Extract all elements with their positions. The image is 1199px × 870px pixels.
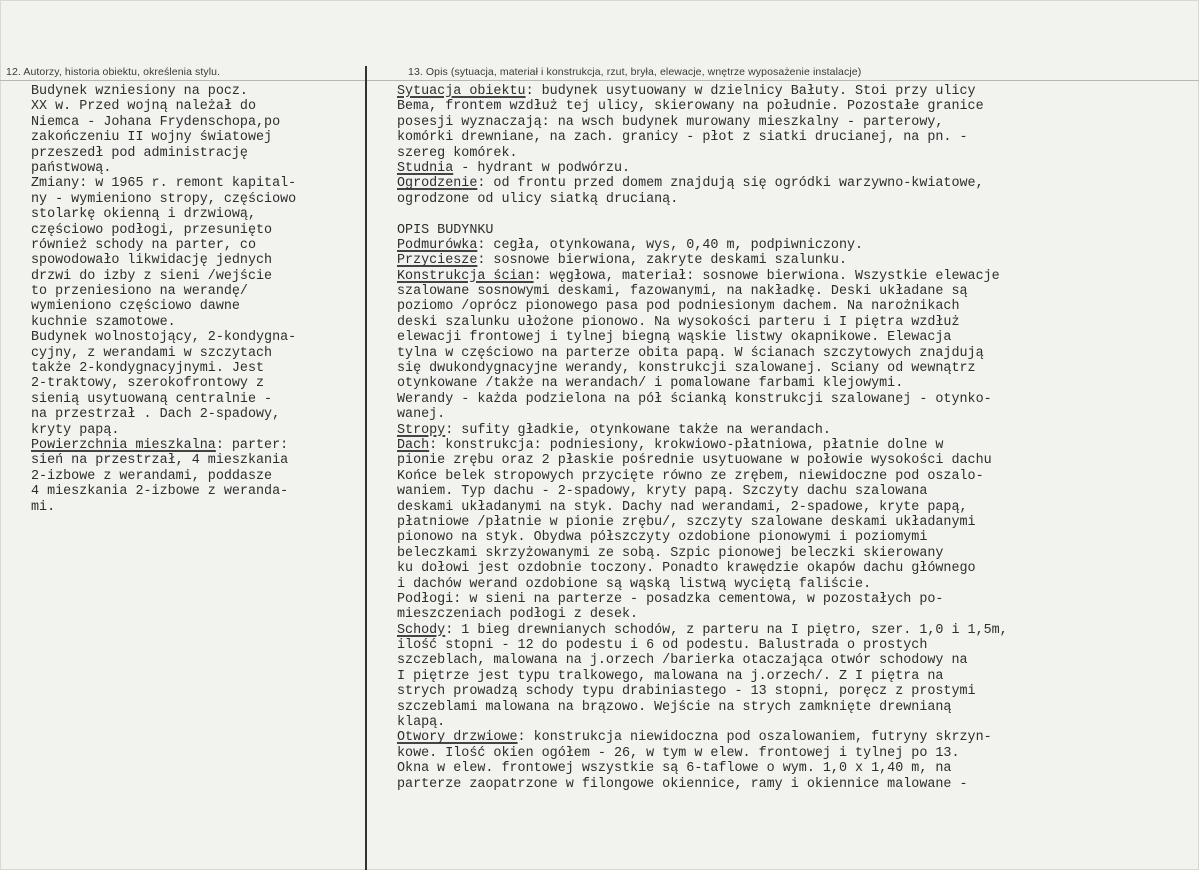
underlined-heading: Studnia — [397, 160, 454, 176]
text-line — [397, 515, 1187, 530]
text-segment: również schody na parter, co — [31, 237, 256, 253]
text-line — [397, 438, 1187, 453]
right-column-text — [397, 84, 1187, 792]
text-segment: : budynek usytuowany w dzielnicy Bałuty. Stoi przy ulicy — [525, 84, 976, 99]
text-line — [397, 715, 1187, 730]
text-segment: Zmiany: w 1965 r. remont kapital- — [31, 176, 297, 192]
text-segment: : konstrukcja niewidoczna pod oszalowaniem, futryny skrzyn- — [517, 730, 992, 746]
underlined-heading: Stropy — [397, 422, 446, 438]
text-line — [397, 315, 1187, 330]
text-line — [397, 284, 1187, 299]
text-line — [31, 130, 363, 145]
text-segment: 2-izbowe z werandami, poddasze — [31, 468, 273, 484]
text-line — [397, 669, 1187, 684]
text-line — [31, 238, 363, 253]
column-divider — [365, 66, 367, 870]
text-segment: XX w. Przed wojną należał do — [31, 99, 256, 115]
text-line — [397, 592, 1187, 607]
text-line — [397, 777, 1187, 792]
text-segment: : od frontu przed domem znajdują się ogródki warzywno-kwiatowe, — [477, 176, 984, 192]
text-line — [397, 392, 1187, 407]
text-line — [397, 223, 1187, 238]
text-line — [397, 561, 1187, 576]
text-line — [397, 361, 1187, 376]
text-segment: parterze zaopatrzone w filongowe okiennice, ramy i okiennice malowane - — [397, 776, 968, 792]
text-segment: wanej. — [397, 407, 446, 423]
text-line — [31, 299, 363, 314]
text-segment: deskami układanymi na styk. Dachy nad werandami, 2-spadowe, kryte papą, — [397, 499, 968, 515]
section-13-header: 13. Opis (sytuacja, materiał i konstrukcja, rzut, bryła, elewacje, wnętrze wyposażenie instalacje) — [408, 66, 862, 78]
text-line — [31, 115, 363, 130]
text-segment: tylna w częściowo na parterze obita papą. W ścianach szczytowych znajdują — [397, 345, 984, 361]
text-line — [397, 253, 1187, 268]
text-line — [397, 546, 1187, 561]
text-line — [31, 469, 363, 484]
text-line — [31, 176, 363, 191]
underlined-heading: Schody — [397, 622, 446, 638]
header-rule — [0, 80, 1199, 81]
text-line — [397, 192, 1187, 207]
text-line — [397, 530, 1187, 545]
text-line — [31, 423, 363, 438]
text-segment: komórki drewniane, na zach. granicy - płot z siatki drucianej, na pn. - — [397, 130, 968, 146]
text-line — [397, 469, 1187, 484]
text-segment: kowe. Ilość okien ogółem - 26, w tym w elew. frontowej i tylnej po 13. — [397, 745, 960, 761]
text-segment: pionowo na styk. Obydwa półszczyty ozdobione pionowymi i poziomymi — [397, 530, 928, 546]
text-segment: : sufity gładkie, otynkowane także na werandach. — [445, 422, 831, 438]
text-line — [397, 484, 1187, 499]
underlined-heading: Powierzchnia mieszkalna — [31, 437, 216, 453]
text-line — [31, 376, 363, 391]
text-segment: mieszczeniach podłogi z desek. — [397, 607, 639, 623]
text-line — [397, 746, 1187, 761]
text-line — [397, 700, 1187, 715]
text-line — [397, 238, 1187, 253]
underlined-heading: Przyciesze — [397, 253, 478, 269]
text-segment: ny - wymieniono stropy, częściowo — [31, 191, 297, 207]
text-segment: szalowane sosnowymi deskami, fazowanymi, na nakładkę. Deski układane są — [397, 284, 968, 300]
text-segment: deski szalunku ułożone pionowo. Na wysokości parteru i I piętra wzdłuż — [397, 314, 960, 330]
text-line — [397, 607, 1187, 622]
text-segment: otynkowane /także na werandach/ i pomalowane farbami klejowymi. — [397, 376, 904, 392]
text-line — [397, 84, 1187, 99]
text-segment: pionie zrębu oraz 2 płaskie pośrednie usytuowane w połowie wysokości dachu — [397, 453, 992, 469]
text-line — [397, 269, 1187, 284]
text-segment: ku dołowi jest ozdobnie toczony. Ponadto krawędzie okapów dachu głównego — [397, 561, 976, 577]
text-segment: strych prowadzą schody typu drabiniastego - 13 stopni, poręcz z prostymi — [397, 684, 976, 700]
text-line — [397, 161, 1187, 176]
text-segment: Werandy - każda podzielona na pół ścianką konstrukcji szalowanej - otynko- — [397, 391, 992, 407]
text-segment: Budynek wzniesiony na pocz. — [31, 84, 248, 99]
text-line — [31, 438, 363, 453]
text-line — [31, 407, 363, 422]
text-segment: wymieniono częściowo dawne — [31, 299, 240, 315]
text-segment: : sosnowe bierwiona, zakryte deskami szalunku. — [477, 253, 848, 269]
text-segment: posesji wyznaczają: na wsch budynek murowany mieszkalny - parterowy, — [397, 114, 944, 130]
text-line — [397, 730, 1187, 745]
text-line — [397, 653, 1187, 668]
text-line — [397, 623, 1187, 638]
underlined-heading: Otwory drzwiowe — [397, 730, 518, 746]
text-line — [397, 684, 1187, 699]
text-line — [397, 577, 1187, 592]
text-segment: Bema, frontem wzdłuż tej ulicy, skierowany na południe. Pozostałe granice — [397, 99, 984, 115]
text-line — [31, 269, 363, 284]
text-segment: sienią usytuowaną centralnie - — [31, 391, 273, 407]
text-line — [397, 130, 1187, 145]
text-segment: częściowo podłogi, przesunięto — [31, 222, 273, 238]
text-segment: Okna w elew. frontowej wszystkie są 6-taflowe o wym. 1,0 x 1,40 m, na — [397, 761, 952, 777]
text-line — [397, 330, 1187, 345]
text-segment: I piętrze jest typu tralkowego, malowana na j.orzech/. Z I piętra na — [397, 668, 944, 684]
text-segment: : konstrukcja: podniesiony, krokwiowo-płatniowa, płatnie dolne w — [429, 437, 944, 453]
text-line — [31, 346, 363, 361]
text-segment: przeszedł pod administrację — [31, 145, 248, 161]
text-segment: państwową. — [31, 160, 112, 176]
text-segment: waniem. Typ dachu - 2-spadowy, kryty papą. Szczyty dachu szalowana — [397, 484, 928, 500]
text-line — [397, 115, 1187, 130]
text-line — [397, 453, 1187, 468]
text-segment: Podłogi: w sieni na parterze - posadzka cementowa, w pozostałych po- — [397, 591, 944, 607]
text-line — [31, 99, 363, 114]
text-segment: ilość stopni - 12 do podestu i 6 od podestu. Balustrada o prostych — [397, 638, 928, 654]
text-line — [31, 484, 363, 499]
text-line — [31, 361, 363, 376]
text-line — [31, 315, 363, 330]
text-line — [31, 192, 363, 207]
text-segment: zakończeniu II wojny światowej — [31, 130, 273, 146]
text-segment: stolarkę okienną i drzwiową, — [31, 207, 256, 223]
text-segment: drzwi do izby z sieni /wejście — [31, 268, 273, 284]
text-line — [397, 146, 1187, 161]
text-segment: także 2-kondygnacyjnymi. Jest — [31, 361, 265, 377]
text-line — [397, 346, 1187, 361]
text-segment: kryty papą. — [31, 422, 120, 438]
text-segment: cyjny, z werandami w szczytach — [31, 345, 273, 361]
text-line — [397, 376, 1187, 391]
text-line — [397, 500, 1187, 515]
text-segment: płatniowe /płatnie w pionie zrębu/, szczyty szalowane deskami układanymi — [397, 514, 976, 530]
text-segment: szereg komórek. — [397, 145, 518, 161]
text-line — [31, 453, 363, 468]
text-line — [397, 176, 1187, 191]
text-segment: Budynek wolnostojący, 2-kondygna- — [31, 330, 297, 346]
text-segment: elewacji frontowej i tylnej biegną wąskie listwy okapnikowe. Elewacja — [397, 330, 952, 346]
text-line — [31, 500, 363, 515]
text-line — [31, 146, 363, 161]
text-segment: beleczkami skrzyżowanymi ze sobą. Szpic pionowej beleczki skierowany — [397, 545, 944, 561]
text-line — [31, 161, 363, 176]
text-line — [31, 392, 363, 407]
text-line — [31, 284, 363, 299]
text-segment: szczeblach, malowana na j.orzech /barierka otaczająca otwór schodowy na — [397, 653, 968, 669]
text-segment: na przestrzał . Dach 2-spadowy, — [31, 407, 281, 423]
text-line — [397, 407, 1187, 422]
text-segment: Końce belek stropowych przycięte równo ze zrębem, niewidoczne pod oszalo- — [397, 468, 984, 484]
text-line — [397, 423, 1187, 438]
text-line — [31, 223, 363, 238]
text-segment: i dachów werand ozdobione są wąską listwą wyciętą faliście. — [397, 576, 872, 592]
text-segment: Niemca - Johana Frydenschopa,po — [31, 114, 281, 130]
text-line — [31, 207, 363, 222]
underlined-heading: Sytuacja obiektu — [397, 84, 526, 99]
text-segment: szczeblami malowana na brązowo. Wejście na strych zamknięte drewnianą — [397, 699, 952, 715]
text-segment: OPIS BUDYNKU — [397, 222, 494, 238]
text-segment: : węgłowa, materiał: sosnowe bierwiona. Wszystkie elewacje — [533, 268, 1000, 284]
underlined-heading: Podmurówka — [397, 237, 478, 253]
text-line — [397, 99, 1187, 114]
underlined-heading: Dach — [397, 437, 430, 453]
text-segment: 2-traktowy, szerokofrontowy z — [31, 376, 265, 392]
text-line — [397, 299, 1187, 314]
text-segment: spowodowało likwidację jednych — [31, 253, 273, 269]
text-segment: 4 mieszkania 2-izbowe z werandа- — [31, 484, 289, 500]
text-line — [397, 761, 1187, 776]
text-segment: to przeniesiono na werandę/ — [31, 284, 248, 300]
text-segment: : cegła, otynkowana, wys, 0,40 m, podpiwniczony. — [477, 237, 864, 253]
text-line — [397, 638, 1187, 653]
text-segment: : 1 bieg drewnianych schodów, z parteru na I piętro, szer. 1,0 i 1,5m, — [445, 622, 1008, 638]
text-segment: ogrodzone od ulicy siatką drucianą. — [397, 191, 679, 207]
text-segment: klapą. — [397, 715, 446, 731]
text-line — [397, 207, 1187, 222]
text-segment: się dwukondygnacyjne werandy, konstrukcji szalowanej. Sciany od wewnątrz — [397, 361, 976, 377]
left-column-text — [31, 84, 363, 515]
text-segment: sień na przestrzał, 4 mieszkania — [31, 453, 289, 469]
text-segment: poziomo /oprócz pionowego pasa pod podniesionym dachem. Na narożnikach — [397, 299, 960, 315]
underlined-heading: Ogrodzenie — [397, 176, 478, 192]
underlined-heading: Konstrukcja ścian — [397, 268, 534, 284]
text-line — [31, 84, 363, 99]
section-12-header: 12. Autorzy, historia obiektu, określenia stylu. — [6, 66, 221, 78]
text-line — [31, 253, 363, 268]
text-segment: : parter: — [215, 437, 289, 453]
text-segment: mi. — [31, 499, 56, 515]
text-segment: kuchnie szamotowe. — [31, 314, 176, 330]
text-segment: - hydrant w podwórzu. — [453, 160, 631, 176]
text-line — [31, 330, 363, 345]
